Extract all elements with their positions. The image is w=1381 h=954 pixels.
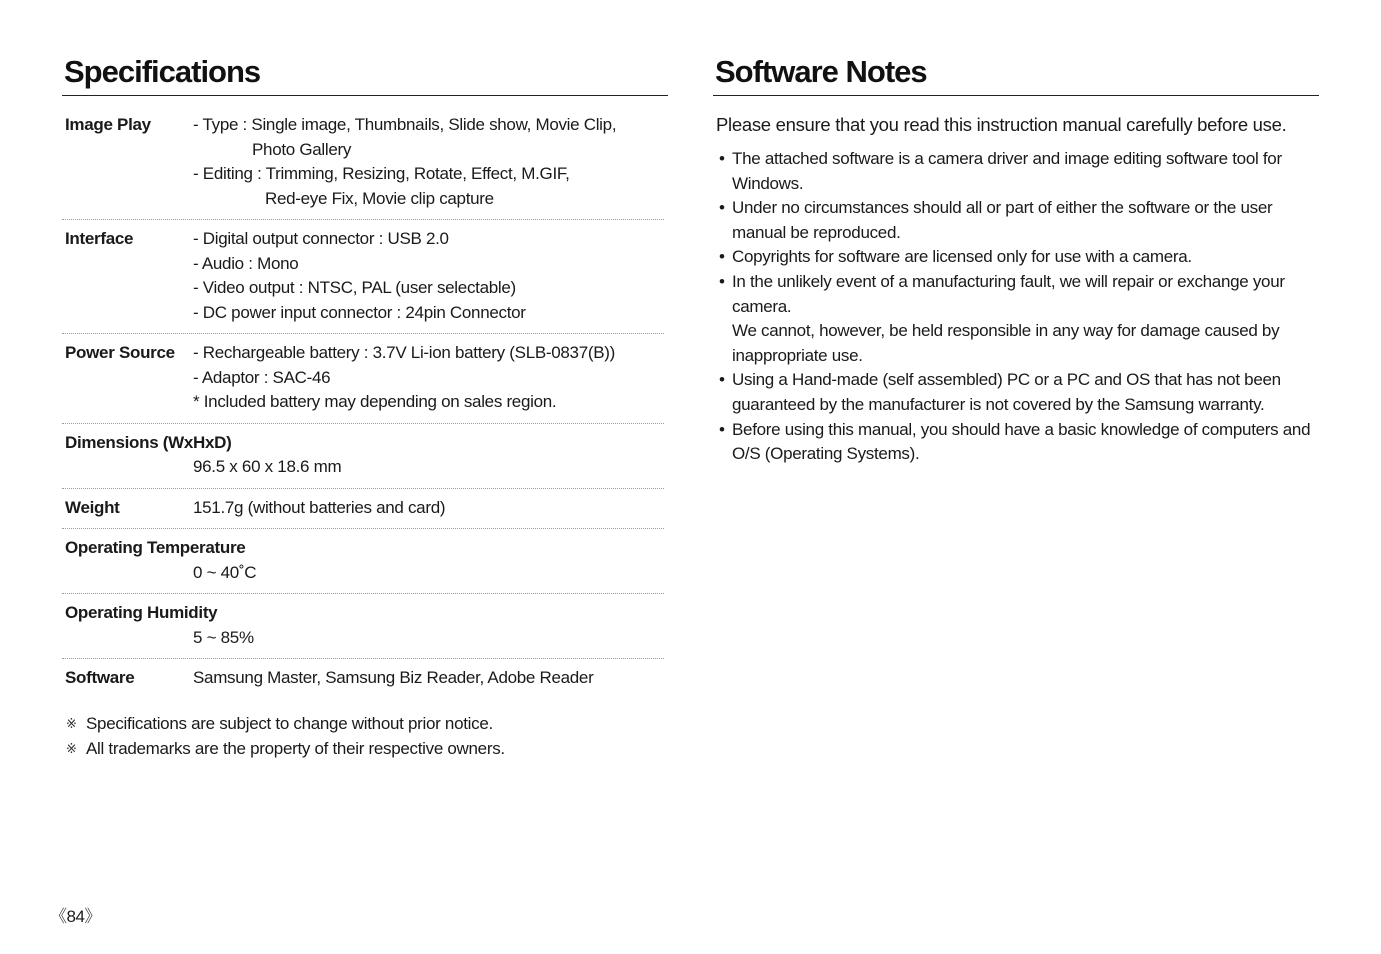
note-text: guaranteed by the manufacturer is not covered by the Samsung warranty. (732, 394, 1265, 414)
spec-label: Power Source (65, 343, 175, 362)
spec-value: - Rechargeable battery : 3.7V Li-ion battery (SLB-0837(B)) (193, 343, 615, 362)
spec-label: Interface (65, 229, 134, 248)
notice-item (66, 711, 505, 736)
note-text: Windows. (732, 173, 804, 193)
spec-row-power-source (62, 341, 664, 424)
spec-row-dimensions (62, 431, 664, 489)
notice-item (66, 736, 505, 761)
reference-mark-icon: ※ (66, 716, 77, 731)
title-rule (62, 95, 668, 96)
spec-value: - Type : Single image, Thumbnails, Slide show, Movie Clip, (193, 115, 617, 134)
spec-value: - DC power input connector : 24pin Connector (193, 302, 526, 322)
list-item (719, 196, 1319, 245)
bullet-icon: • (719, 419, 725, 439)
notice-text: All trademarks are the property of their respective owners. (86, 739, 505, 758)
notice-text: Specifications are subject to change without prior notice. (86, 714, 493, 733)
note-text: The attached software is a camera driver and image editing software tool for (732, 149, 1282, 168)
list-item (719, 270, 1319, 368)
spec-label: Dimensions (WxHxD) (65, 432, 232, 452)
spec-label: Weight (65, 497, 120, 517)
spec-row-weight (62, 496, 664, 530)
spec-row-operating-humidity (62, 601, 664, 659)
notes-list (719, 147, 1319, 467)
spec-row-software (62, 666, 664, 699)
spec-value: - Video output : NTSC, PAL (user selectable) (193, 278, 516, 297)
spec-label: Software (65, 668, 135, 687)
spec-value: - Audio : Mono (193, 253, 299, 273)
note-text: manual be reproduced. (732, 222, 901, 242)
note-text: Under no circumstances should all or part of either the software or the user (732, 198, 1273, 218)
spec-value: 0 ~ 40˚C (193, 562, 257, 582)
spec-values (193, 113, 664, 211)
list-item (719, 245, 1319, 270)
spec-values (65, 561, 664, 586)
page-number: 《84》 (50, 907, 101, 926)
note-text: We cannot, however, be held responsible in any way for damage caused by (732, 321, 1280, 341)
spec-values (65, 455, 664, 480)
note-text: In the unlikely event of a manufacturing fault, we will repair or exchange your (732, 271, 1285, 291)
notices (66, 711, 505, 761)
software-notes-title: Software Notes (715, 54, 927, 89)
spec-value: 5 ~ 85% (193, 627, 254, 647)
spec-label: Image Play (65, 115, 151, 134)
spec-value: Samsung Master, Samsung Biz Reader, Adobe Reader (193, 668, 594, 687)
reference-mark-icon: ※ (66, 741, 77, 756)
spec-label: Operating Humidity (65, 603, 218, 622)
spec-label: Operating Temperature (65, 538, 246, 557)
bullet-icon: • (719, 247, 725, 267)
intro-text: Please ensure that you read this instruction manual carefully before use. (716, 114, 1287, 135)
note-text: Copyrights for software are licensed only for use with a camera. (732, 247, 1192, 267)
bullet-icon: • (719, 198, 725, 218)
note-text: inappropriate use. (732, 345, 863, 365)
spec-value: 96.5 x 60 x 18.6 mm (193, 457, 342, 476)
list-item (719, 147, 1319, 196)
spec-values (65, 626, 664, 651)
title-rule (713, 95, 1319, 96)
spec-value: 151.7g (without batteries and card) (193, 497, 446, 517)
note-text: camera. (732, 296, 792, 316)
spec-values (193, 666, 664, 691)
spec-values (193, 227, 664, 325)
spec-value: - Adaptor : SAC-46 (193, 367, 331, 387)
bullet-icon: • (719, 149, 725, 168)
spec-row-image-play (62, 113, 664, 220)
spec-values (193, 341, 664, 415)
spec-value: * Included battery may depending on sales region. (193, 392, 557, 411)
spec-table (62, 113, 664, 706)
note-text: O/S (Operating Systems). (732, 444, 920, 464)
spec-value: Photo Gallery (252, 139, 352, 159)
spec-values (193, 496, 664, 521)
spec-value: Red-eye Fix, Movie clip capture (265, 188, 494, 208)
note-text: Before using this manual, you should have a basic knowledge of computers and (732, 419, 1311, 439)
spec-row-operating-temperature (62, 536, 664, 594)
bullet-icon: • (719, 271, 725, 291)
list-item (719, 418, 1319, 467)
note-text: Using a Hand-made (self assembled) PC or a PC and OS that has not been (732, 370, 1281, 390)
spec-value: - Digital output connector : USB 2.0 (193, 229, 449, 248)
spec-value: - Editing : Trimming, Resizing, Rotate, Effect, M.GIF, (193, 164, 570, 183)
specifications-title: Specifications (64, 54, 261, 89)
bullet-icon: • (719, 370, 725, 390)
list-item (719, 368, 1319, 417)
spec-row-interface (62, 227, 664, 334)
